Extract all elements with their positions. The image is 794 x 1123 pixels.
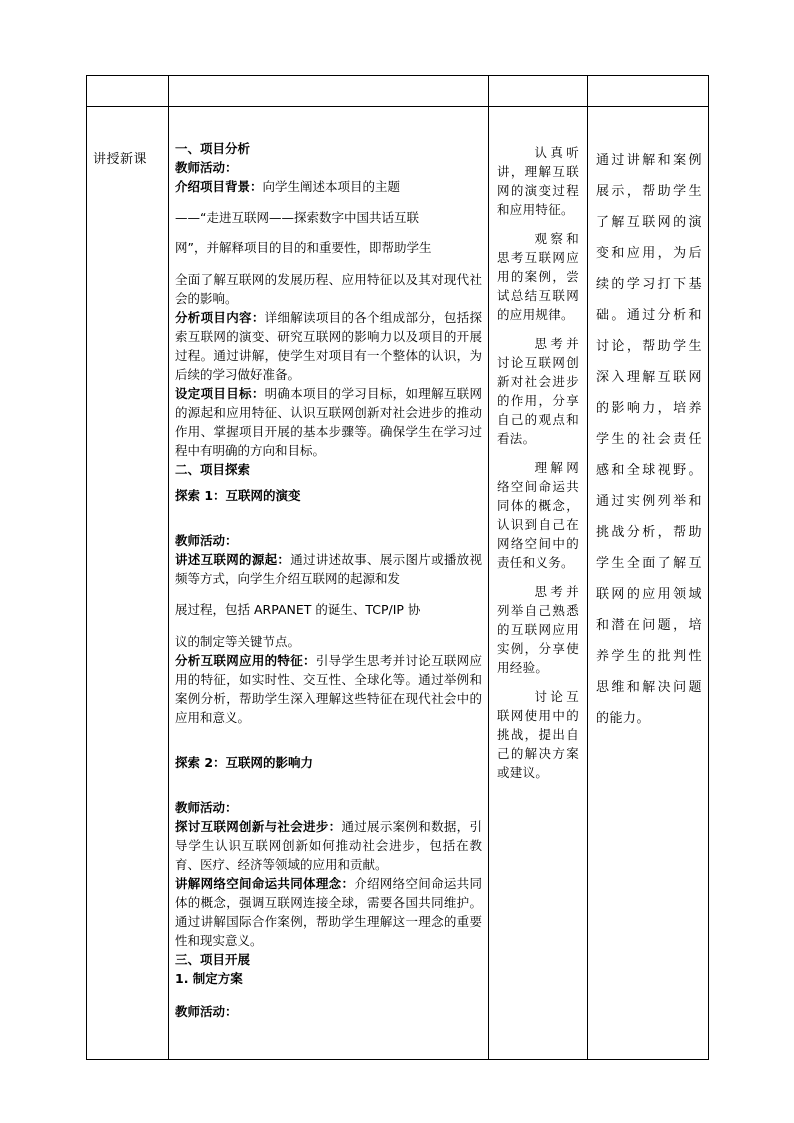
innovate-paragraph [175, 817, 482, 874]
intro-continuation: 网”，并解释项目的目的和重要性，即帮助学生 [175, 240, 432, 255]
teacher-activity-label: 教师活动： [175, 533, 238, 548]
intro-text: 向学生阐述本项目的主题 [262, 179, 401, 194]
teacher-activity-label: 教师活动： [175, 800, 238, 815]
table-row [87, 107, 709, 1060]
community-text: 介绍网络空间命运共同体的概念，强调互联网连接全球，需要各国共同维护。通过讲解国际合作案例，帮助学生理解这一理念的重要性和现实意义。 [175, 876, 482, 948]
teacher-activity-label: 教师活动： [175, 1004, 238, 1019]
innovate-label: 探讨互联网创新与社会进步： [175, 819, 342, 834]
stage-label: 讲授新课 [93, 152, 148, 167]
student-activity-item: 讨论互联网使用中的挑战，提出自己的解决方案或建议。 [497, 689, 579, 780]
lesson-plan-table [86, 75, 709, 1060]
analyze-text: 详细解读项目的各个组成部分，包括探索互联网的演变、研究互联网的影响力以及项目的开展过程。通过讲解，使学生对项目有一个整体的认识，为后续的学习做好准备。 [175, 310, 482, 382]
feature-label: 分析互联网应用的特征： [175, 653, 316, 668]
student-activity-item: 思考并讨论互联网创新对社会进步的作用，分享自己的观点和看法。 [497, 336, 579, 446]
design-intent-text: 通过讲解和案例展示，帮助学生了解互联网的演变和应用，为后续的学习打下基础。通过分析和讨论，帮助学生深入理解互联网的影响力，培养学生的社会责任感和全球视野。通过实例列举和挑战分析，帮助学生全面了解互联网的应用领域和潜在问题，培养学生的批判性思维和解决问题的能力。 [596, 153, 702, 726]
feature-text: 引导学生思考并讨论互联网应用的特征，如实时性、交互性、全球化等。通过举例和案例分析，帮助学生深入理解这些特征在现代社会中的应用和意义。 [175, 653, 482, 725]
explore-1-title: 探索 1：互联网的演变 [175, 488, 301, 503]
explore-2-title: 探索 2：互联网的影响力 [175, 755, 314, 770]
student-activity-item: 认真听讲，理解互联网的演变过程和应用特征。 [497, 145, 579, 217]
header-cell-3 [489, 76, 588, 107]
teacher-activity-label: 教师活动： [175, 160, 238, 175]
header-cell-4 [588, 76, 709, 107]
header-cell-2 [169, 76, 489, 107]
section-3-title: 三、项目开展 [175, 952, 251, 967]
feature-paragraph [175, 651, 482, 727]
community-paragraph [175, 874, 482, 950]
header-cell-1 [87, 76, 169, 107]
design-intent-cell [588, 107, 709, 1060]
table-header-row [87, 76, 709, 107]
intro-theme: ——“走进互联网——探索数字中国共话互联 [175, 210, 419, 225]
community-label: 讲解网络空间命运共同体理念： [175, 876, 355, 891]
origin-text-2: 展过程，包括 ARPANET 的诞生、TCP/IP 协 [175, 602, 421, 617]
student-activity-item: 思考并列举自己熟悉的互联网应用实例，分享使用经验。 [497, 584, 579, 675]
goal-paragraph [175, 384, 482, 460]
section-1-title: 一、项目分析 [175, 141, 251, 156]
stage-cell [87, 107, 169, 1060]
intro-continuation-2: 全面了解互联网的发展历程、应用特征以及其对现代社会的影响。 [175, 272, 482, 306]
origin-text: 通过讲述故事、展示图片或播放视频等方式，向学生介绍互联网的起源和发 [175, 552, 482, 586]
innovate-text: 通过展示案例和数据，引导学生认识互联网创新如何推动社会进步，包括在教育、医疗、经济等领域的应用和贡献。 [175, 819, 482, 872]
goal-label: 设定项目目标： [175, 386, 265, 401]
analyze-label: 分析项目内容： [175, 310, 265, 325]
analyze-paragraph [175, 308, 482, 384]
student-activity-cell [489, 107, 588, 1060]
student-activity-item: 理解网络空间命运共同体的概念，认识到自己在网络空间中的责任和义务。 [497, 460, 579, 570]
plan-title: 1. 制定方案 [175, 971, 243, 986]
teacher-activity-cell [169, 107, 489, 1060]
intro-paragraph [175, 177, 482, 196]
origin-text-3: 议的制定等关键节点。 [175, 634, 301, 649]
intro-label: 介绍项目背景： [175, 179, 263, 194]
student-activity-item: 观察和思考互联网应用的案例，尝试总结互联网的应用规律。 [497, 231, 579, 322]
goal-text: 明确本项目的学习目标，如理解互联网的源起和应用特征、认识互联网创新对社会进步的推动作用、掌握项目开展的基本步骤等。确保学生在学习过程中有明确的方向和目标。 [175, 386, 482, 458]
origin-paragraph [175, 550, 482, 588]
section-2-title: 二、项目探索 [175, 462, 251, 477]
origin-label: 讲述互联网的源起： [175, 552, 291, 567]
